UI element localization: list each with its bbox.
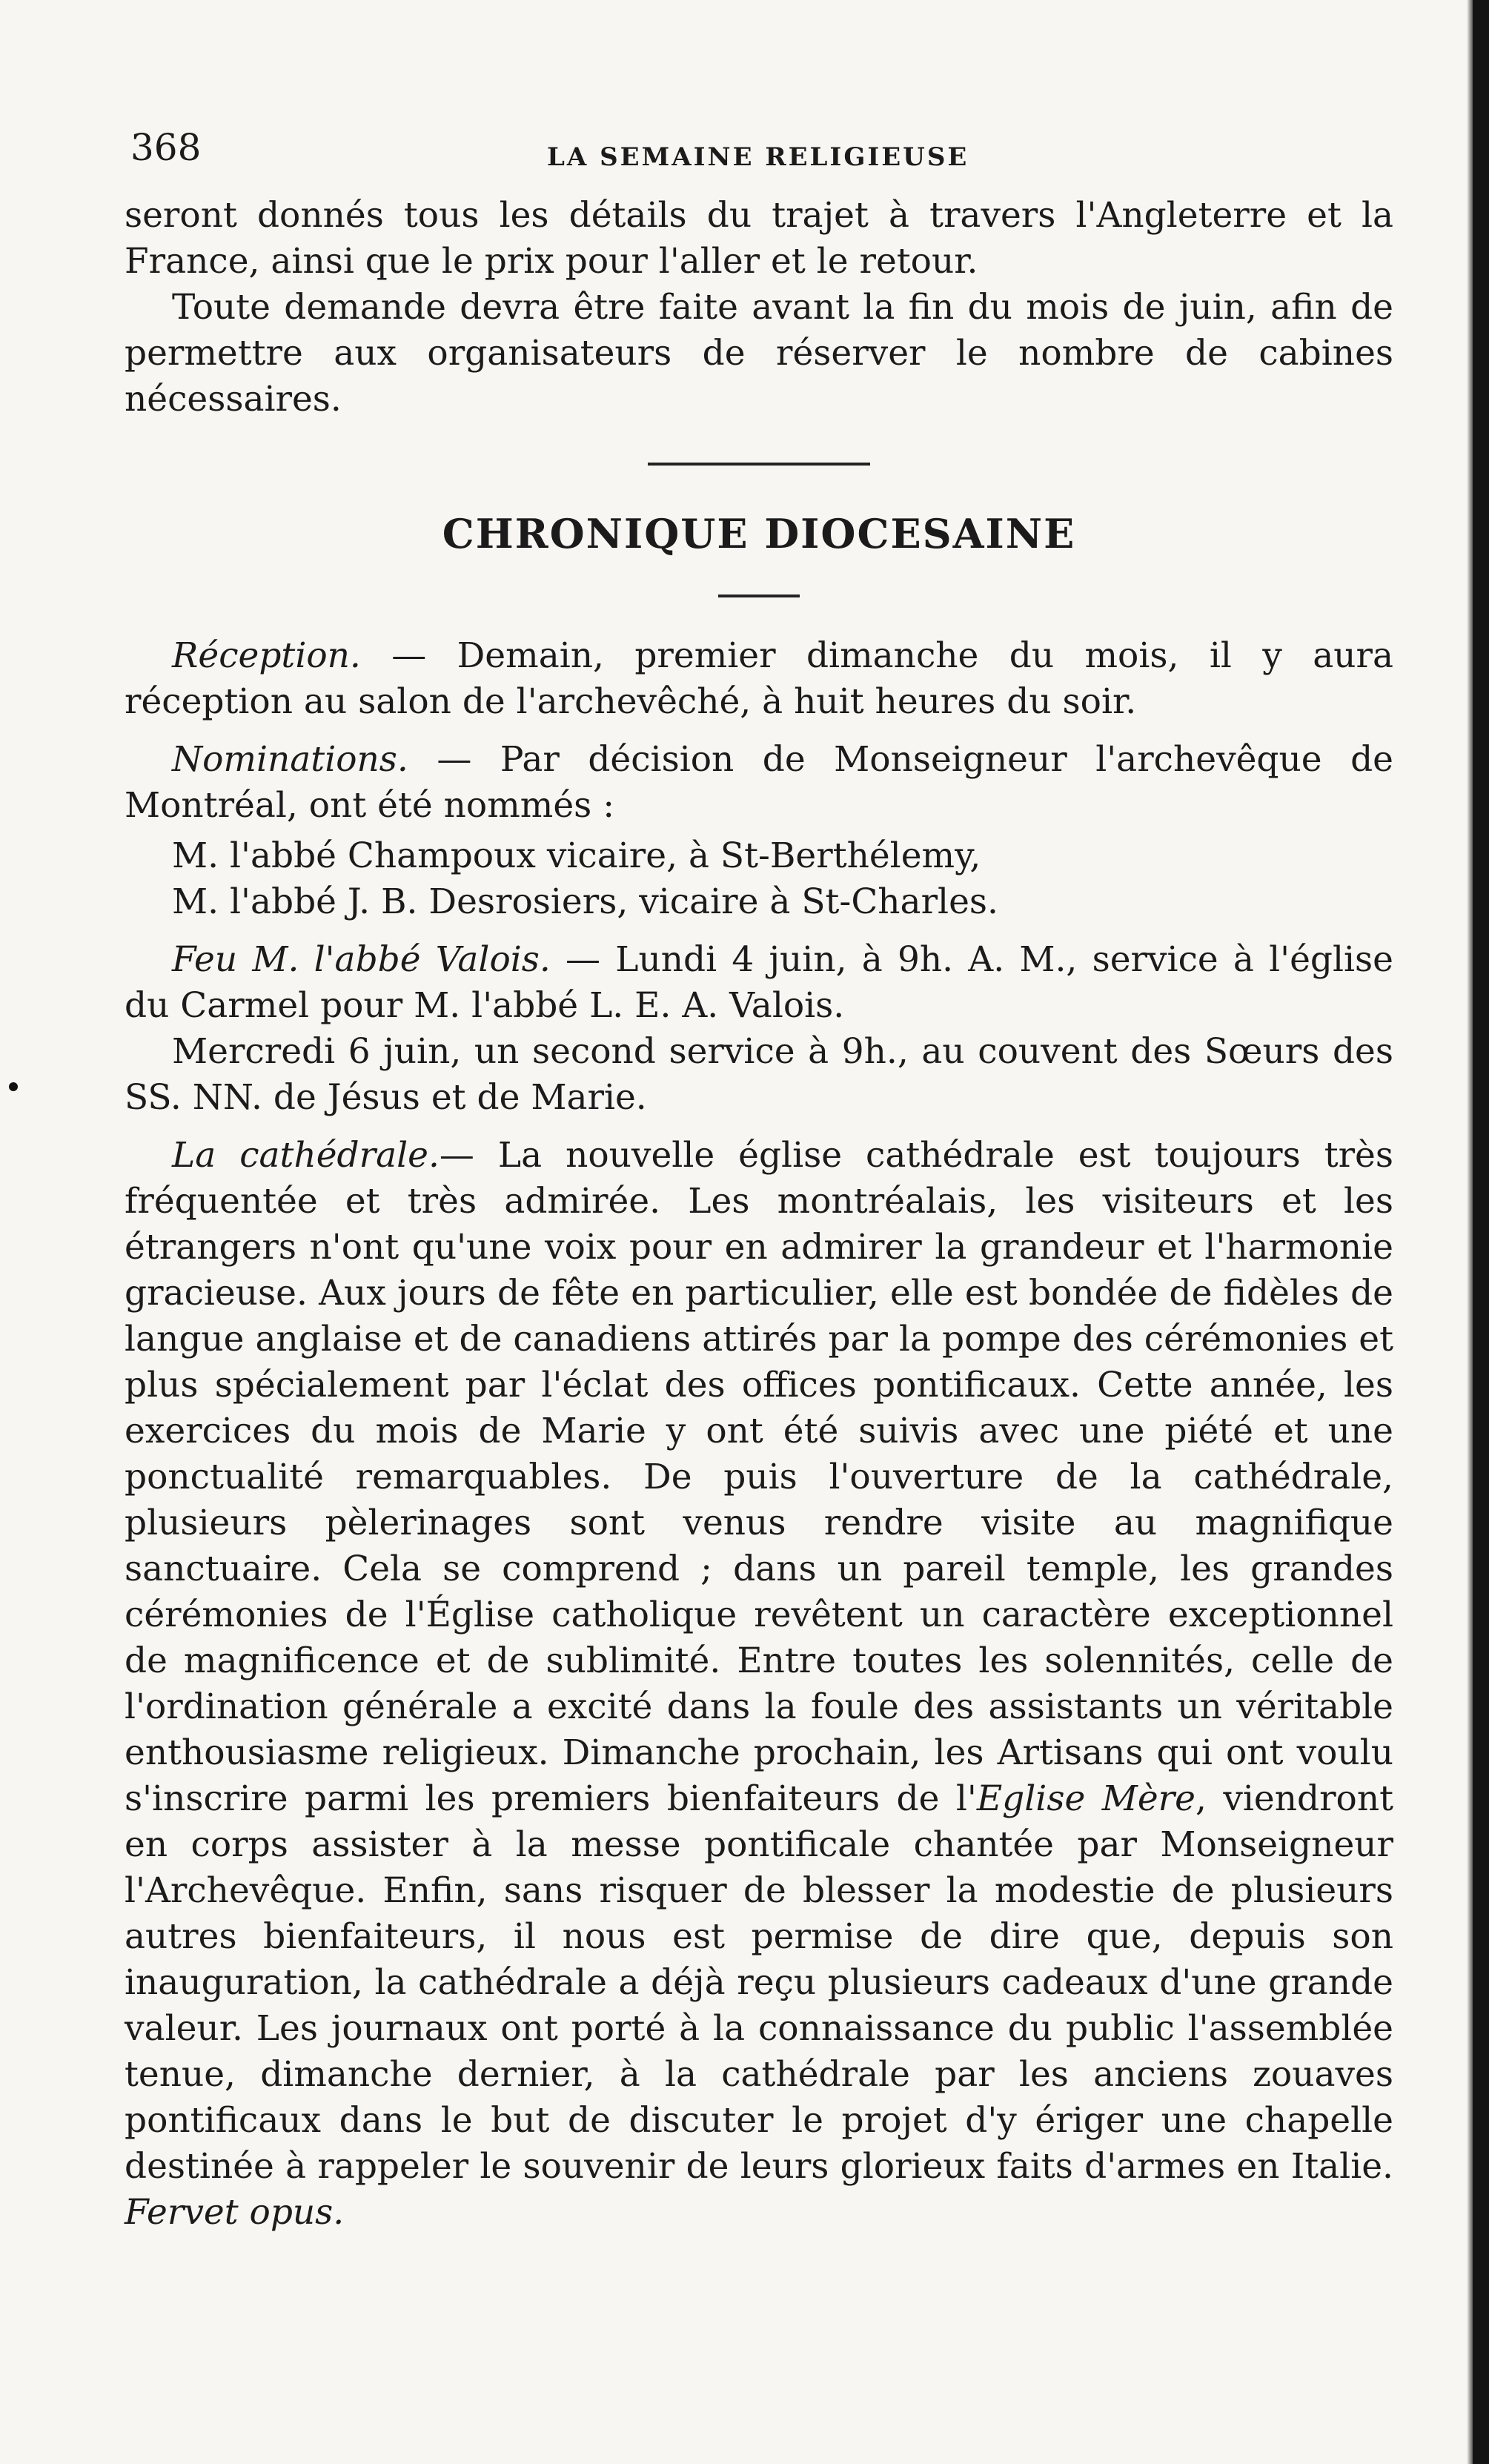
ink-spot [9, 1082, 18, 1091]
nomination-item-2: M. l'abbé J. B. Desrosiers, vicaire à St-Charles. [172, 881, 998, 922]
reception-text: — Demain, premier dimanche du mois, il y aura réception au salon de l'archevêché, à huit heures du soir. [125, 635, 1393, 722]
valois-paragraph [125, 937, 1393, 1029]
nomination-item-1: M. l'abbé Champoux vicaire, à St-Berthélemy, [172, 835, 981, 876]
valois-text: — Lundi 4 juin, à 9h. A. M., service à l'église du Carmel pour M. l'abbé L. E. A. Valois. [125, 939, 1393, 1026]
cathedrale-lead: La cathédrale. [172, 1135, 440, 1176]
page-edge-gradient [1467, 0, 1473, 2464]
running-title: LA SEMAINE RELIGIEUSE [547, 142, 969, 172]
cathedrale-paragraph [125, 1133, 1393, 2236]
document-page [125, 126, 1393, 2236]
reception-paragraph [125, 633, 1393, 725]
page-edge-shadow [1473, 0, 1489, 2464]
nominations-paragraph [125, 737, 1393, 829]
nominations-lead: Nominations. [172, 739, 408, 780]
cathedrale-italic-name: Eglise Mère [976, 1778, 1195, 1819]
nominations-text: — Par décision de Monseigneur l'archevêque de Montréal, ont été nommés : [125, 739, 1393, 826]
reception-lead: Réception. [172, 635, 361, 676]
intro-paragraph-2: Toute demande devra être faite avant la fin du mois de juin, afin de permettre aux organisateurs de réserver le nombre de cabines nécessaires. [125, 287, 1393, 420]
page-number: 368 [130, 126, 202, 169]
cathedrale-text-2: , viendront en corps assister à la messe pontificale chantée par Monseigneur l'Archevêque. Enfin, sans risquer de blesser la modestie de plusieurs autres bienfaiteurs, il nous est permise de dire que, depuis son inauguration, la cathédrale a déjà reçu plusieurs cadeaux d'une grande valeur. Les journaux ont porté à la connaissance du public l'assemblée tenue, dimanche dernier, à la cathédrale par les anciens zouaves pontificaux dans le but de discuter le projet d'y ériger une chapelle destinée à rappeler le souvenir de leurs glorieux faits d'armes en Italie. [125, 1778, 1394, 2187]
running-head [125, 126, 1393, 193]
section-title: CHRONIQUE DIOCESAINE [442, 510, 1076, 557]
valois-paragraph-2: Mercredi 6 juin, un second service à 9h., au couvent des Sœurs des SS. NN. de Jésus et de Marie. [125, 1031, 1393, 1118]
nominations-list [172, 833, 1393, 925]
title-rule [718, 595, 800, 597]
section-separator [648, 463, 870, 466]
cathedrale-text: — La nouvelle église cathédrale est toujours très fréquentée et très admirée. Les montréalais, les visiteurs et les étrangers n'ont qu'une voix pour en admirer la grandeur et l'harmonie gracieuse. Aux jours de fête en particulier, elle est bondée de fidèles de langue anglaise et de canadiens attirés par la pompe des cérémonies et plus spécialement par l'éclat des offices pontificaux. Cette année, les exercices du mois de Marie y ont été suivis avec une piété et une ponctualité remarquables. De puis l'ouverture de la cathédrale, plusieurs pèlerinages sont venus rendre visite au magnifique sanctuaire. Cela se comprend ; dans un pareil temple, les grandes cérémonies de l'Église catholique revêtent un caractère exceptionnel de magnificence et de sublimité. Entre toutes les solennités, celle de l'ordination générale a excité dans la foule des assistants un véritable enthousiasme religieux. Dimanche prochain, les Artisans qui ont voulu s'inscrire parmi les premiers bienfaiteurs de l' [125, 1135, 1393, 1819]
cathedrale-closing: Fervet opus. [125, 2192, 345, 2233]
intro-paragraph-1: seront donnés tous les détails du trajet à travers l'Angleterre et la France, ainsi que le prix pour l'aller et le retour. [125, 195, 1393, 282]
valois-lead: Feu M. l'abbé Valois. [172, 939, 551, 980]
